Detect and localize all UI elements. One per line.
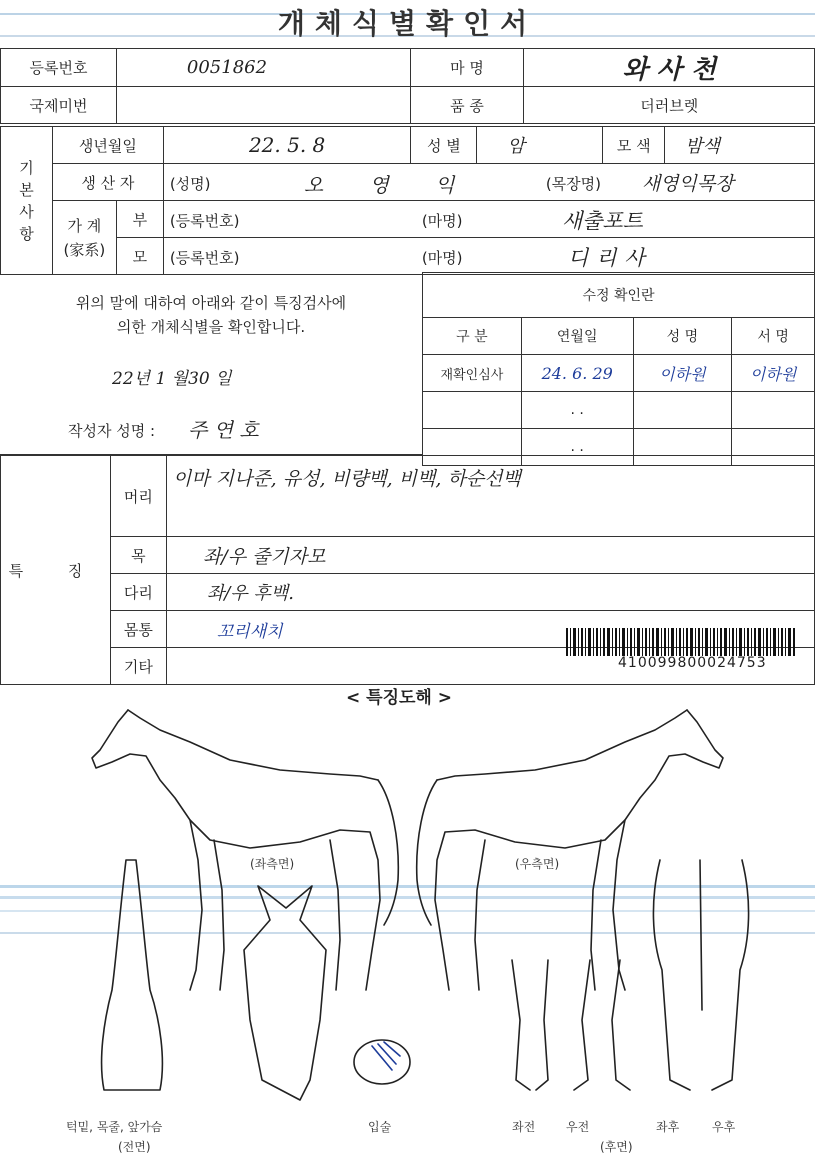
diagram-title: < 특징도해 > (346, 688, 453, 708)
farm-value: 새영익목장 (641, 173, 734, 195)
lip-figure (354, 1040, 410, 1084)
confirmation-block (0, 272, 422, 455)
dam-reg-label: (등록번호) (169, 249, 240, 267)
lip-caption: 입술 (368, 1120, 392, 1134)
amendment-table (422, 272, 815, 466)
sex-label: 성 별 (411, 127, 477, 164)
amend-col-type: 구 분 (423, 318, 522, 355)
front-view-figure (102, 860, 163, 1090)
horse-name-value: 와 사 천 (524, 49, 815, 87)
sire-reg-label: (등록번호) (169, 212, 240, 230)
amend-col-name: 성 명 (633, 318, 732, 355)
body-value: 꼬리새치 (166, 611, 814, 648)
sire-label: 부 (116, 201, 163, 238)
right-side-caption: (우측면) (515, 857, 560, 871)
left-hind-caption: 좌후 (656, 1120, 680, 1134)
neck-value: 좌/우 줄기자모 (166, 537, 814, 574)
reg-no-label: 등록번호 (1, 49, 117, 87)
confirm-text-2: 의한 개체식별을 확인합니다. (116, 318, 306, 336)
neck-label: 목 (110, 537, 166, 574)
barcode-number: 410099800024753 (618, 655, 767, 671)
confirm-text-1: 위의 말에 대하여 아래와 같이 특징검사에 (75, 294, 347, 312)
intl-no-label: 국제미번 (1, 87, 117, 124)
dam-name-label: (마명) (421, 249, 463, 267)
dam-name-value: 디리사 (567, 246, 653, 270)
sire-name-label: (마명) (421, 212, 463, 230)
head-front-figure (244, 886, 326, 1100)
etc-label: 기타 (110, 648, 166, 685)
breeder-label: 생 산 자 (52, 164, 163, 201)
amend-row2-date: . . (521, 392, 633, 429)
registration-table (0, 48, 815, 124)
rear-caption: (후면) (600, 1140, 633, 1154)
intl-no-value (116, 87, 410, 124)
author-signature: 주 연 호 (188, 418, 259, 442)
color-label: 모 색 (603, 127, 665, 164)
barcode-image (566, 628, 796, 656)
amend-col-sign: 서 명 (732, 318, 815, 355)
breed-label: 품 종 (410, 87, 524, 124)
confirm-date: 22년 1 월30 일 (112, 369, 232, 389)
front-parts-caption: 턱밑, 목줄, 앞가슴 (66, 1120, 163, 1134)
front-legs-figure (512, 960, 630, 1090)
basic-info-table (0, 126, 815, 275)
farm-label: (목장명) (545, 175, 602, 193)
reg-no-value: 0051862 (116, 49, 410, 87)
horse-diagram (0, 690, 815, 1125)
amend-row1-date: 24. 6. 29 (521, 355, 633, 392)
rear-view-figure (653, 860, 748, 1090)
amend-row1-sign: 이하원 (732, 355, 815, 392)
color-value: 밤색 (665, 127, 815, 164)
lineage-text: 가 계 (67, 216, 102, 235)
horse-right-side-figure (417, 710, 723, 990)
sex-value: 암 (477, 127, 603, 164)
right-fore-caption: 우전 (566, 1120, 590, 1134)
feature-section-label: 특 징 (1, 456, 111, 685)
lineage-hanja: (家系) (63, 240, 106, 259)
head-value: 이마 지나준, 유성, 비량백, 비백, 하순선백 (166, 456, 814, 505)
amend-title: 수정 확인란 (423, 273, 815, 318)
sire-name-value: 새출포트 (561, 209, 643, 233)
body-label: 몸통 (110, 611, 166, 648)
left-side-caption: (좌측면) (250, 857, 295, 871)
basic-section-label: 기 본 사 항 (1, 127, 53, 275)
amend-row1-type: 재확인심사 (423, 355, 522, 392)
front-caption: (전면) (118, 1140, 151, 1154)
lineage-label (52, 201, 116, 275)
amend-row1-name: 이하원 (633, 355, 732, 392)
document-title: 개체식별확인서 (277, 7, 538, 40)
head-label: 머리 (110, 456, 166, 537)
author-label: 작성자 성명 : (68, 422, 156, 440)
left-fore-caption: 좌전 (512, 1120, 536, 1134)
leg-label: 다리 (110, 574, 166, 611)
amend-col-date: 연월일 (521, 318, 633, 355)
right-hind-caption: 우후 (712, 1120, 736, 1134)
amend-row3-date: . . (521, 429, 633, 466)
horse-name-label: 마 명 (410, 49, 524, 87)
birth-value: 22. 5. 8 (163, 127, 411, 164)
dam-label: 모 (116, 238, 163, 275)
breeder-name-label: (성명) (169, 175, 211, 193)
birth-label: 생년월일 (52, 127, 163, 164)
breeder-name-value: 오 영 익 (303, 173, 475, 197)
leg-value: 좌/우 후백. (166, 574, 814, 611)
breed-value: 더러브렛 (524, 87, 815, 124)
